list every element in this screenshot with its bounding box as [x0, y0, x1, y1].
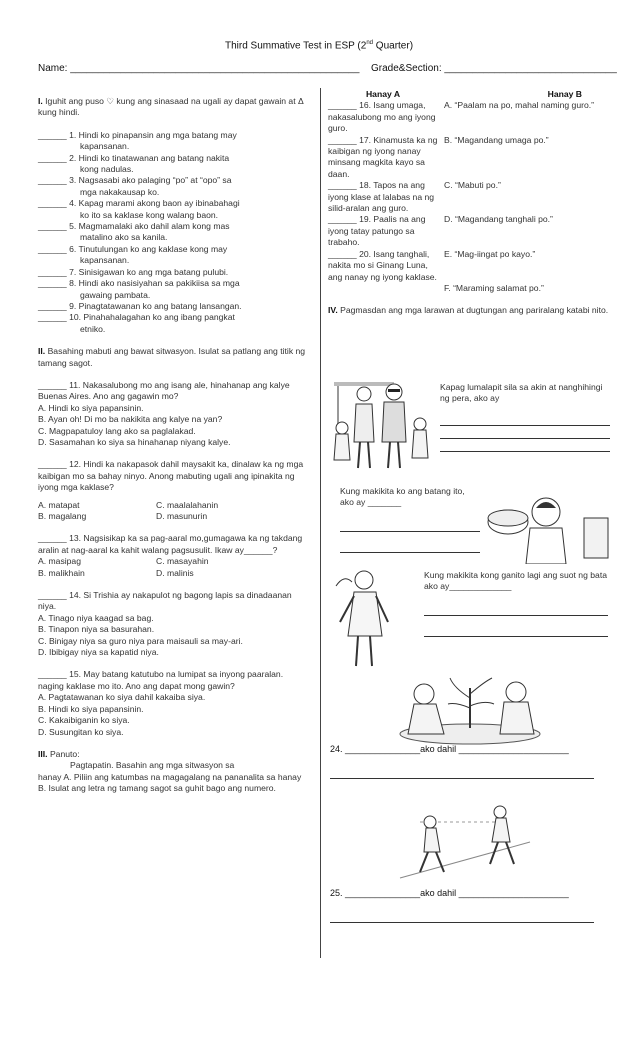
answer-option: B. Tinapon niya sa basurahan. [38, 624, 155, 635]
child-crying-picture [486, 478, 610, 564]
answer-blank[interactable]: ______ [38, 129, 70, 140]
children-playing-picture [390, 792, 540, 880]
hanay-b-item: A. “Paalam na po, mahal naming guro.” [444, 100, 594, 111]
hanay-a-item [328, 283, 438, 294]
answer-option-row [38, 556, 310, 567]
question-14-options [38, 613, 310, 659]
item-text-continued: kapansanan. [80, 255, 130, 266]
question-15-options [38, 692, 310, 738]
hanay-b-item: D. “Magandang tanghali po.” [444, 214, 553, 225]
hanay-headers [328, 89, 610, 100]
part1-item [38, 278, 310, 289]
part1-item [38, 153, 310, 164]
left-column [38, 96, 310, 795]
part3-instruction-indent: Pagtapatin. Basahin ang mga sitwasyon sa [70, 760, 235, 771]
item-text-continued: kong nadulas. [80, 164, 134, 175]
matching-row [328, 283, 610, 294]
answer-blank[interactable]: ______ [38, 300, 70, 311]
picture-21-prompt: Kapag lumalapit sila sa akin at nanghihingi ng pera, ako ay [440, 382, 610, 452]
answer-option: B. malikhain [38, 567, 85, 578]
answer-option: C. masayahin [156, 556, 209, 567]
item-text-continued: matalino ako sa kanila. [80, 232, 168, 243]
part1-list [38, 130, 310, 335]
matching-row [328, 180, 610, 214]
answer-blank[interactable]: ______ [38, 221, 70, 232]
part2-heading: II. Basahing mabuti ang bawat sitwasyon. Isulat sa patlang ang titik ng tamang sagot. [38, 346, 306, 368]
question-11-options [38, 403, 310, 449]
answer-option: A. Pagtatawanan ko siya dahil kakaiba siya. [38, 692, 206, 703]
question-11: ______ 11. Nakasalubong mo ang isang ale, hinahanap ang kalye Buenas Aires. Ano ang gagawin mo? [38, 379, 290, 402]
answer-blank[interactable]: ______ [38, 266, 70, 277]
hanay-a-title: Hanay A [365, 89, 401, 99]
part1-item [38, 312, 310, 323]
hanay-b-item: C. “Mabuti po.” [444, 180, 501, 191]
part1-item [38, 244, 310, 255]
grade-section-field[interactable]: Grade&Section: _______________________________ [371, 63, 617, 74]
item-text: 4. Kapag marami akong baon ay ibinabahagi [69, 198, 240, 209]
matching-row [328, 135, 610, 181]
picture-22-prompt: Kung makikita ko ang batang ito, ako ay _______ [340, 486, 480, 553]
answer-option: C. Kakaibiganin ko siya. [38, 715, 130, 726]
answer-line-24[interactable] [330, 778, 594, 779]
question-24[interactable]: 24. _______________ako dahil ______________________ [330, 744, 569, 754]
answer-blank[interactable]: ______ [38, 175, 70, 186]
answer-option: C. Binigay niya sa guro niya para maisauli sa may-ari. [38, 635, 243, 646]
answer-option: D. malinis [156, 567, 194, 578]
answer-line-25[interactable] [330, 922, 594, 923]
matching-row [328, 249, 610, 283]
answer-blank[interactable]: ______ [38, 198, 70, 209]
matching-table [328, 100, 610, 294]
hanay-b-item: B. “Magandang umaga po.” [444, 134, 549, 145]
hanay-a-item: ______ 18. Tapos na ang iyong klase at lalabas na ng silid-aralan ang guro. [328, 180, 435, 214]
answer-line[interactable] [424, 626, 608, 637]
answer-blank[interactable]: ______ [38, 278, 70, 289]
hanay-a-item: ______ 20. Isang tanghali, nakita mo si Ginang Luna, ang nanay ng iyong kaklase. [328, 248, 437, 282]
answer-line[interactable] [424, 605, 608, 616]
answer-option: D. masunurin [156, 511, 208, 521]
part1-item [38, 301, 310, 312]
question-25[interactable]: 25. _______________ako dahil ______________________ [330, 888, 569, 898]
answer-line[interactable] [340, 521, 480, 532]
answer-blank[interactable]: ______ [38, 152, 70, 163]
hanay-b-item: F. “Maraming salamat po.” [444, 282, 544, 293]
family-picture [330, 372, 434, 472]
right-column [328, 89, 610, 317]
page-title: Third Summative Test in ESP (2nd Quarter) [224, 40, 414, 52]
hanay-a-item: ______ 17. Kinamusta ka ng kaibigan ng iyong nanay minsang magkita kayo sa daan. [328, 134, 438, 179]
matching-row [328, 100, 610, 134]
answer-option: D. Susungitan ko siya. [38, 726, 124, 737]
item-text-continued: gawaing pambata. [80, 289, 151, 300]
answer-option-row [38, 500, 310, 511]
answer-option: C. maalalahanin [156, 499, 219, 510]
item-text-continued: kapansanan. [80, 141, 130, 152]
answer-option: D. Ibibigay niya sa kapatid niya. [38, 647, 159, 658]
picture-23-prompt: Kung makikita kong ganito lagi ang suot ng bata ako ay_____________ [424, 570, 608, 637]
question-13-options [38, 556, 310, 579]
question-14: ______ 14. Si Trishia ay nakapulot ng bagong lapis sa dinadaanan niya. [38, 590, 292, 612]
part3-heading: III. Panuto: [38, 748, 80, 759]
answer-blank[interactable]: ______ [38, 243, 70, 254]
column-divider [320, 88, 321, 958]
answer-option-row [38, 511, 310, 522]
item-text: 10. Pinahahalagahan ko ang ibang pangkat [69, 312, 235, 323]
children-planting-picture [384, 668, 554, 748]
item-text: 6. Tinutulungan ko ang kaklase kong may [69, 243, 228, 254]
answer-option: A. Hindi ko siya papansinin. [38, 402, 144, 413]
answer-option: A. Tinago niya kaagad sa bag. [38, 612, 154, 623]
name-field[interactable]: Name: ____________________________________________________ [38, 63, 360, 74]
item-text-continued: mga nakakausap ko. [80, 186, 160, 197]
question-12: ______ 12. Hindi ka nakapasok dahil maysakit ka, dinalaw ka ng mga kaibigan mo sa bahay ninyo. Anong mabuting ugali ang ipinakita ng iyong mga kaklase? [38, 459, 304, 493]
hanay-a-item: ______ 19. Paalis na ang iyong tatay patungo sa trabaho. [328, 214, 426, 248]
item-text: 1. Hindi ko pinapansin ang mga batang may [69, 129, 237, 140]
part1-item [38, 267, 310, 278]
part3-instruction: hanay A. Piliin ang katumbas na magagalang na pananalita sa hanay B. Isulat ang letra ng tamang sagot sa guhit bago ang numero. [38, 771, 302, 794]
answer-option: B. Ayan oh! Di mo ba nakikita ang kalye na yan? [38, 414, 223, 425]
item-text: 8. Hindi ako nasisiyahan sa pakikiisa sa mga [69, 278, 240, 289]
question-15: ______ 15. May batang katutubo na lumipat sa inyong paaralan. naging kaklase mo ito. Ano ang dapat mong gawin? [38, 669, 284, 691]
answer-option: D. Sasamahan ko siya sa hinahanap niyang kalye. [38, 436, 231, 447]
part4-heading: IV. Pagmasdan ang mga larawan at dugtungan ang pariralang katabi nito. [328, 305, 609, 316]
part1-item [38, 175, 310, 186]
item-text-continued: etniko. [80, 323, 106, 334]
item-text: 5. Magmamalaki ako dahil alam kong mas [69, 221, 230, 232]
answer-option-row [38, 568, 310, 579]
item-text: 2. Hindi ko tinatawanan ang batang nakita [69, 152, 230, 163]
hanay-a-item: ______ 16. Isang umaga, nakasalubong mo ang iyong guro. [328, 100, 436, 134]
ragged-child-picture [330, 566, 410, 670]
answer-line[interactable] [440, 415, 610, 426]
name-section-row [38, 63, 617, 74]
part1-heading: I. Iguhit ang puso ♡ kung ang sinasaad na ugali ay dapat gawain at Δ kung hindi. [38, 96, 304, 118]
answer-option: C. Magpapatuloy lang ako sa paglalakad. [38, 425, 196, 436]
part1-item [38, 130, 310, 141]
answer-option: A. matapat [38, 499, 80, 510]
item-text: 7. Sinisigawan ko ang mga batang pulubi. [69, 266, 229, 277]
item-text: 9. Pinagtatawanan ko ang batang lansangan. [69, 300, 242, 311]
answer-option: B. Hindi ko siya papansinin. [38, 703, 144, 714]
question-13: ______ 13. Nagsisikap ka sa pag-aaral mo,gumagawa ka ng takdang aralin at nag-aaral ka kahit walang pagsusulit. Ikaw ay______? [38, 533, 303, 555]
question-12-options [38, 500, 310, 523]
answer-line[interactable] [340, 542, 480, 553]
part1-item [38, 221, 310, 232]
hanay-b-title: Hanay B [547, 89, 582, 99]
hanay-b-item: E. “Mag-iingat po kayo.” [444, 248, 536, 259]
item-text-continued: ko ito sa kaklase kong walang baon. [80, 209, 219, 220]
answer-line[interactable] [440, 428, 610, 439]
answer-line[interactable] [440, 441, 610, 452]
matching-row [328, 214, 610, 248]
answer-option: A. masipag [38, 556, 81, 567]
answer-option: B. magalang [38, 511, 87, 521]
answer-blank[interactable]: ______ [38, 312, 70, 323]
part1-item [38, 198, 310, 209]
item-text: 3. Nagsasabi ako palaging “po” at “opo” sa [69, 175, 232, 186]
